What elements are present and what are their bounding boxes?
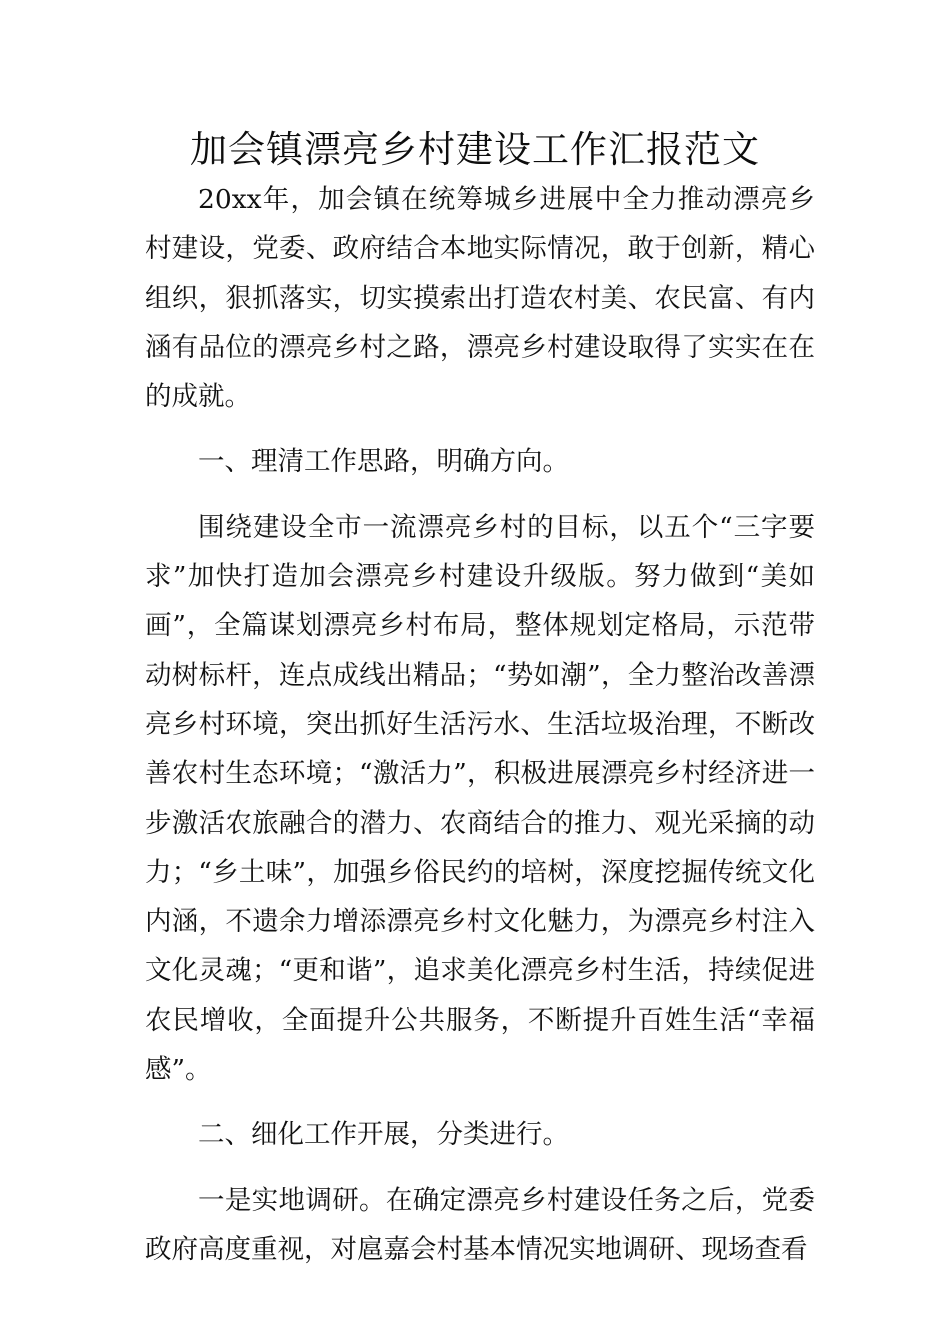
paragraph-section-2: 一是实地调研。在确定漂亮乡村建设任务之后，党委政府高度重视，对扈嘉会村基本情况实地调研、现场查看	[145, 1184, 815, 1265]
paragraph-section-1: 围绕建设全市一流漂亮乡村的目标，以五个“三字要求”加快打造加会漂亮乡村建设升级版。努力做到“美如画”，全篇谋划漂亮乡村布局，整体规划定格局，示范带动树标杆，连点成线出精品；“势如潮”，全力整治改善漂亮乡村环境，突出抓好生活污水、生活垃圾治理，不断改善农村生态环境；“激活力”，积极进展漂亮乡村经济进一步激活农旅融合的潜力、农商结合的推力、观光采摘的动力；“乡土味”，加强乡俗民约的培树，深度挖掘传统文化内涵，不遗余力增添漂亮乡村文化魅力，为漂亮乡村注入文化灵魂；“更和谐”，追求美化漂亮乡村生活，持续促进农民增收，全面提升公共服务，不断提升百姓生活“幸福感”。	[145, 511, 815, 1086]
section-heading-2: 二、细化工作开展，分类进行。	[198, 1119, 569, 1151]
section-heading-1: 一、理清工作思路，明确方向。	[198, 446, 569, 478]
document-title: 加会镇漂亮乡村建设工作汇报范文	[190, 128, 760, 171]
document-body	[145, 175, 815, 1274]
paragraph-intro: 20xx年，加会镇在统筹城乡进展中全力推动漂亮乡村建设，党委、政府结合本地实际情况，敢于创新，精心组织，狠抓落实，切实摸索出打造农村美、农民富、有内涵有品位的漂亮乡村之路，漂亮乡村建设取得了实实在在的成就。	[145, 184, 815, 413]
